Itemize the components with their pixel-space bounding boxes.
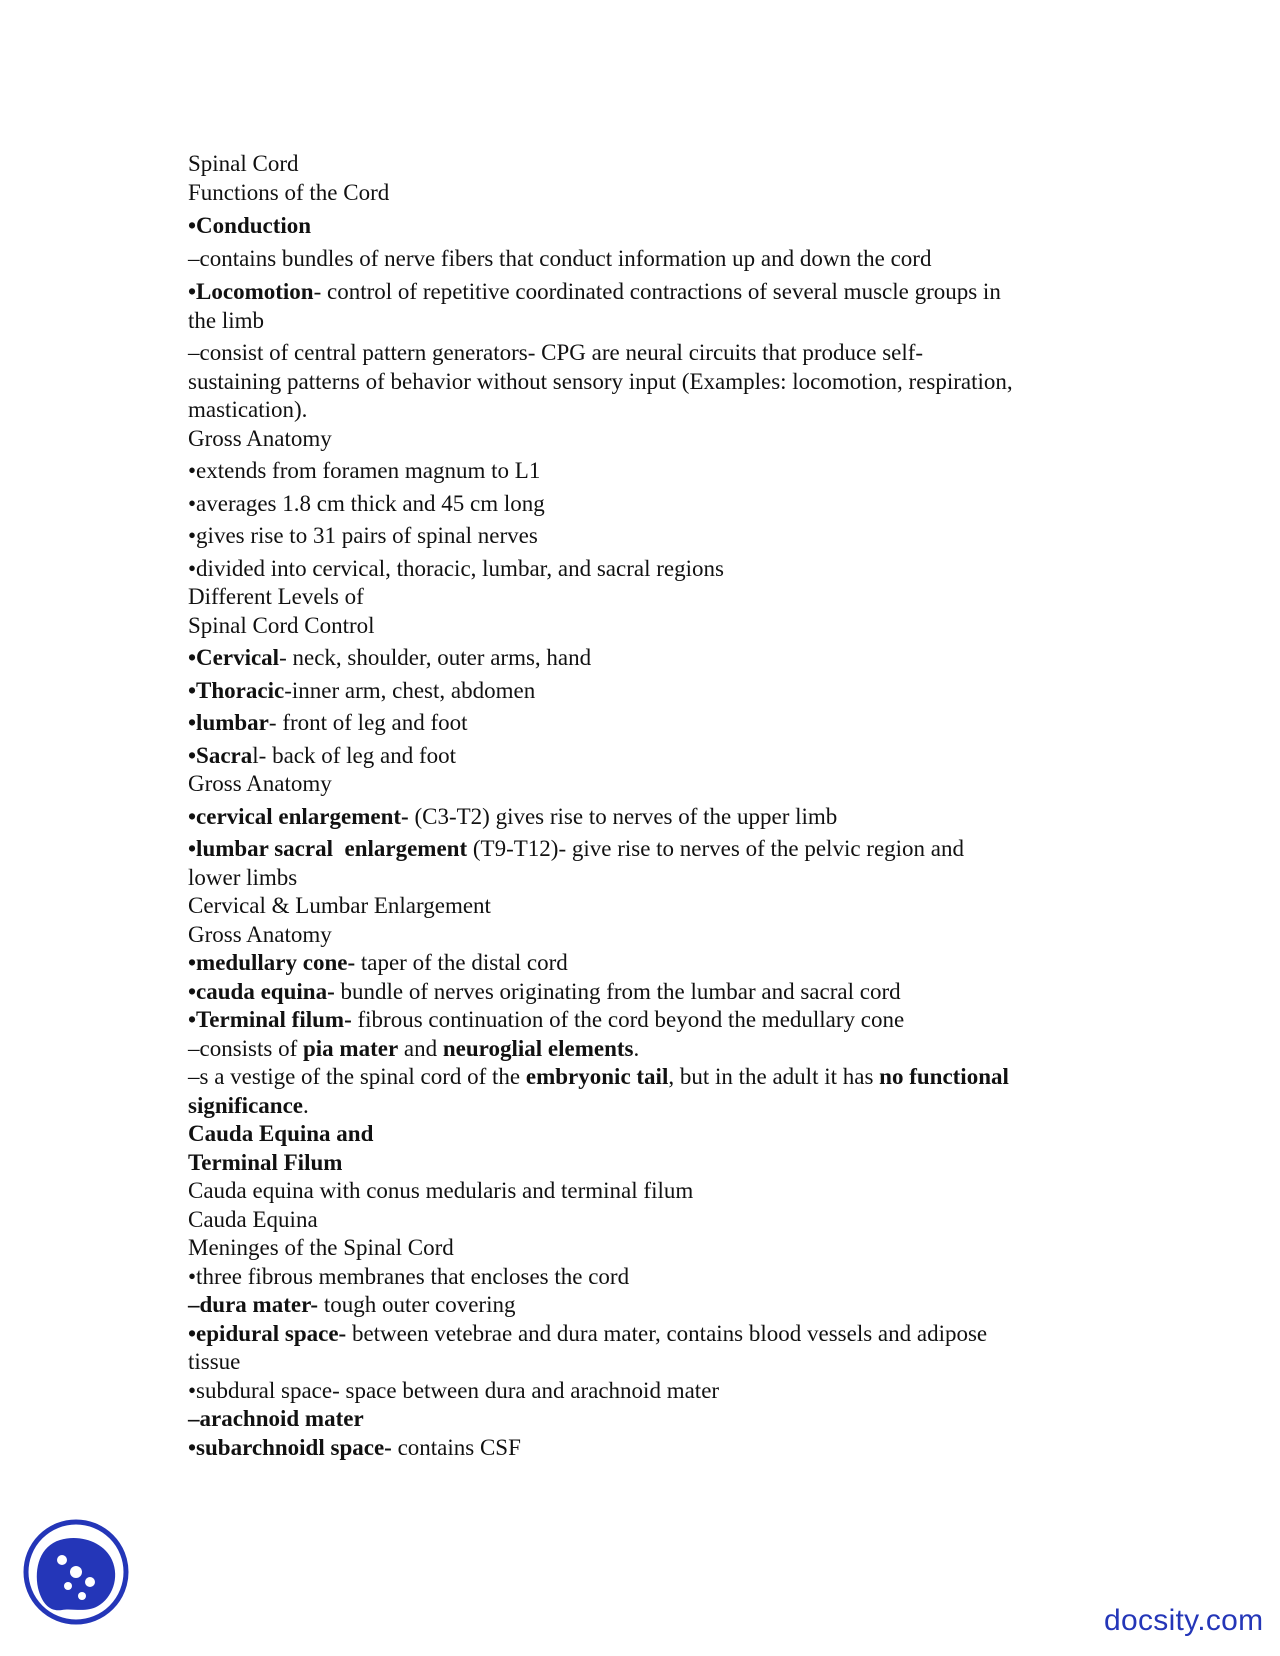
- list-item: –dura mater- tough outer covering: [188, 1292, 516, 1317]
- document-body: [188, 150, 1108, 1462]
- list-item: •averages 1.8 cm thick and 45 cm long: [188, 490, 545, 516]
- section-heading-cauda-2: Terminal Filum: [188, 1149, 343, 1175]
- section-heading-gross-anatomy-3: Gross Anatomy: [188, 921, 332, 947]
- section-heading-gross-anatomy: Gross Anatomy: [188, 425, 332, 451]
- list-item: •lumbar sacral enlargement (T9-T12)- give rise to nerves of the pelvic region and: [188, 836, 965, 861]
- list-item: •medullary cone- taper of the distal cord: [188, 950, 568, 975]
- list-item: •Cervical- neck, shoulder, outer arms, hand: [188, 645, 592, 670]
- list-item: •cauda equina- bundle of nerves originating from the lumbar and sacral cord: [188, 978, 901, 1004]
- list-item: •subdural space- space between dura and arachnoid mater: [188, 1377, 720, 1403]
- list-item: •subarchnoidl space- contains CSF: [188, 1434, 521, 1460]
- list-item: •divided into cervical, thoracic, lumbar, and sacral regions: [188, 555, 724, 581]
- section-heading-levels-2: Spinal Cord Control: [188, 612, 375, 638]
- list-item: •Thoracic-inner arm, chest, abdomen: [188, 677, 536, 703]
- list-item-continuation: significance.: [188, 1092, 309, 1118]
- locomotion-line-2: the limb: [188, 307, 265, 333]
- locomotion-line: •Locomotion- control of repetitive coordinated contractions of several muscle groups in: [188, 279, 1001, 304]
- conduction-term: •Conduction: [188, 213, 312, 238]
- list-item-continuation: tissue: [188, 1349, 241, 1374]
- section-heading-functions: Functions of the Cord: [188, 179, 390, 205]
- list-item: •lumbar- front of leg and foot: [188, 710, 468, 735]
- list-item: –consists of pia mater and neuroglial elements.: [188, 1035, 640, 1061]
- list-item: –s a vestige of the spinal cord of the embryonic tail, but in the adult it has no functional: [188, 1064, 1009, 1089]
- cpg-line-3: mastication).: [188, 397, 308, 422]
- logo-dot: [78, 1592, 86, 1600]
- section-heading-gross-anatomy-2: Gross Anatomy: [188, 771, 332, 796]
- logo-dot: [57, 1555, 67, 1565]
- locomotion-term: •Locomotion: [188, 279, 314, 304]
- list-item: •extends from foramen magnum to L1: [188, 458, 541, 483]
- section-heading-cauda: Cauda Equina and: [188, 1121, 374, 1146]
- list-item: •epidural space- between vetebrae and dura mater, contains blood vessels and adipose: [188, 1320, 988, 1346]
- docsity-logo-icon: [20, 1516, 132, 1628]
- logo-dot: [85, 1577, 95, 1587]
- section-heading-meninges: Meninges of the Spinal Cord: [188, 1235, 454, 1260]
- docsity-brand-link[interactable]: docsity.com: [1104, 1604, 1264, 1637]
- list-item: –arachnoid mater: [188, 1406, 364, 1431]
- figure-caption-cauda: Cauda equina with conus medularis and terminal filum: [188, 1178, 694, 1203]
- list-item: •gives rise to 31 pairs of spinal nerves: [188, 523, 538, 548]
- logo-dot: [70, 1566, 82, 1578]
- conduction-detail: –contains bundles of nerve fibers that conduct information up and down the cord: [188, 245, 932, 271]
- figure-caption-enlargement: Cervical & Lumbar Enlargement: [188, 893, 491, 918]
- page-title: Spinal Cord: [188, 151, 299, 176]
- list-item: •Sacral- back of leg and foot: [188, 742, 456, 768]
- section-heading-levels: Different Levels of: [188, 584, 364, 609]
- list-item-continuation: lower limbs: [188, 864, 298, 890]
- logo-dot: [64, 1582, 72, 1590]
- docsity-logo-mark: [20, 1516, 132, 1628]
- figure-label-cauda-equina: Cauda Equina: [188, 1206, 318, 1232]
- list-item: •three fibrous membranes that encloses the cord: [188, 1263, 630, 1289]
- list-item: •Terminal filum- fibrous continuation of the cord beyond the medullary cone: [188, 1007, 905, 1032]
- list-item: •cervical enlargement- (C3-T2) gives rise to nerves of the upper limb: [188, 803, 838, 829]
- cpg-line-2: sustaining patterns of behavior without sensory input (Examples: locomotion, respiration,: [188, 368, 1013, 394]
- cpg-line-1: –consist of central pattern generators- CPG are neural circuits that produce self-: [188, 340, 924, 365]
